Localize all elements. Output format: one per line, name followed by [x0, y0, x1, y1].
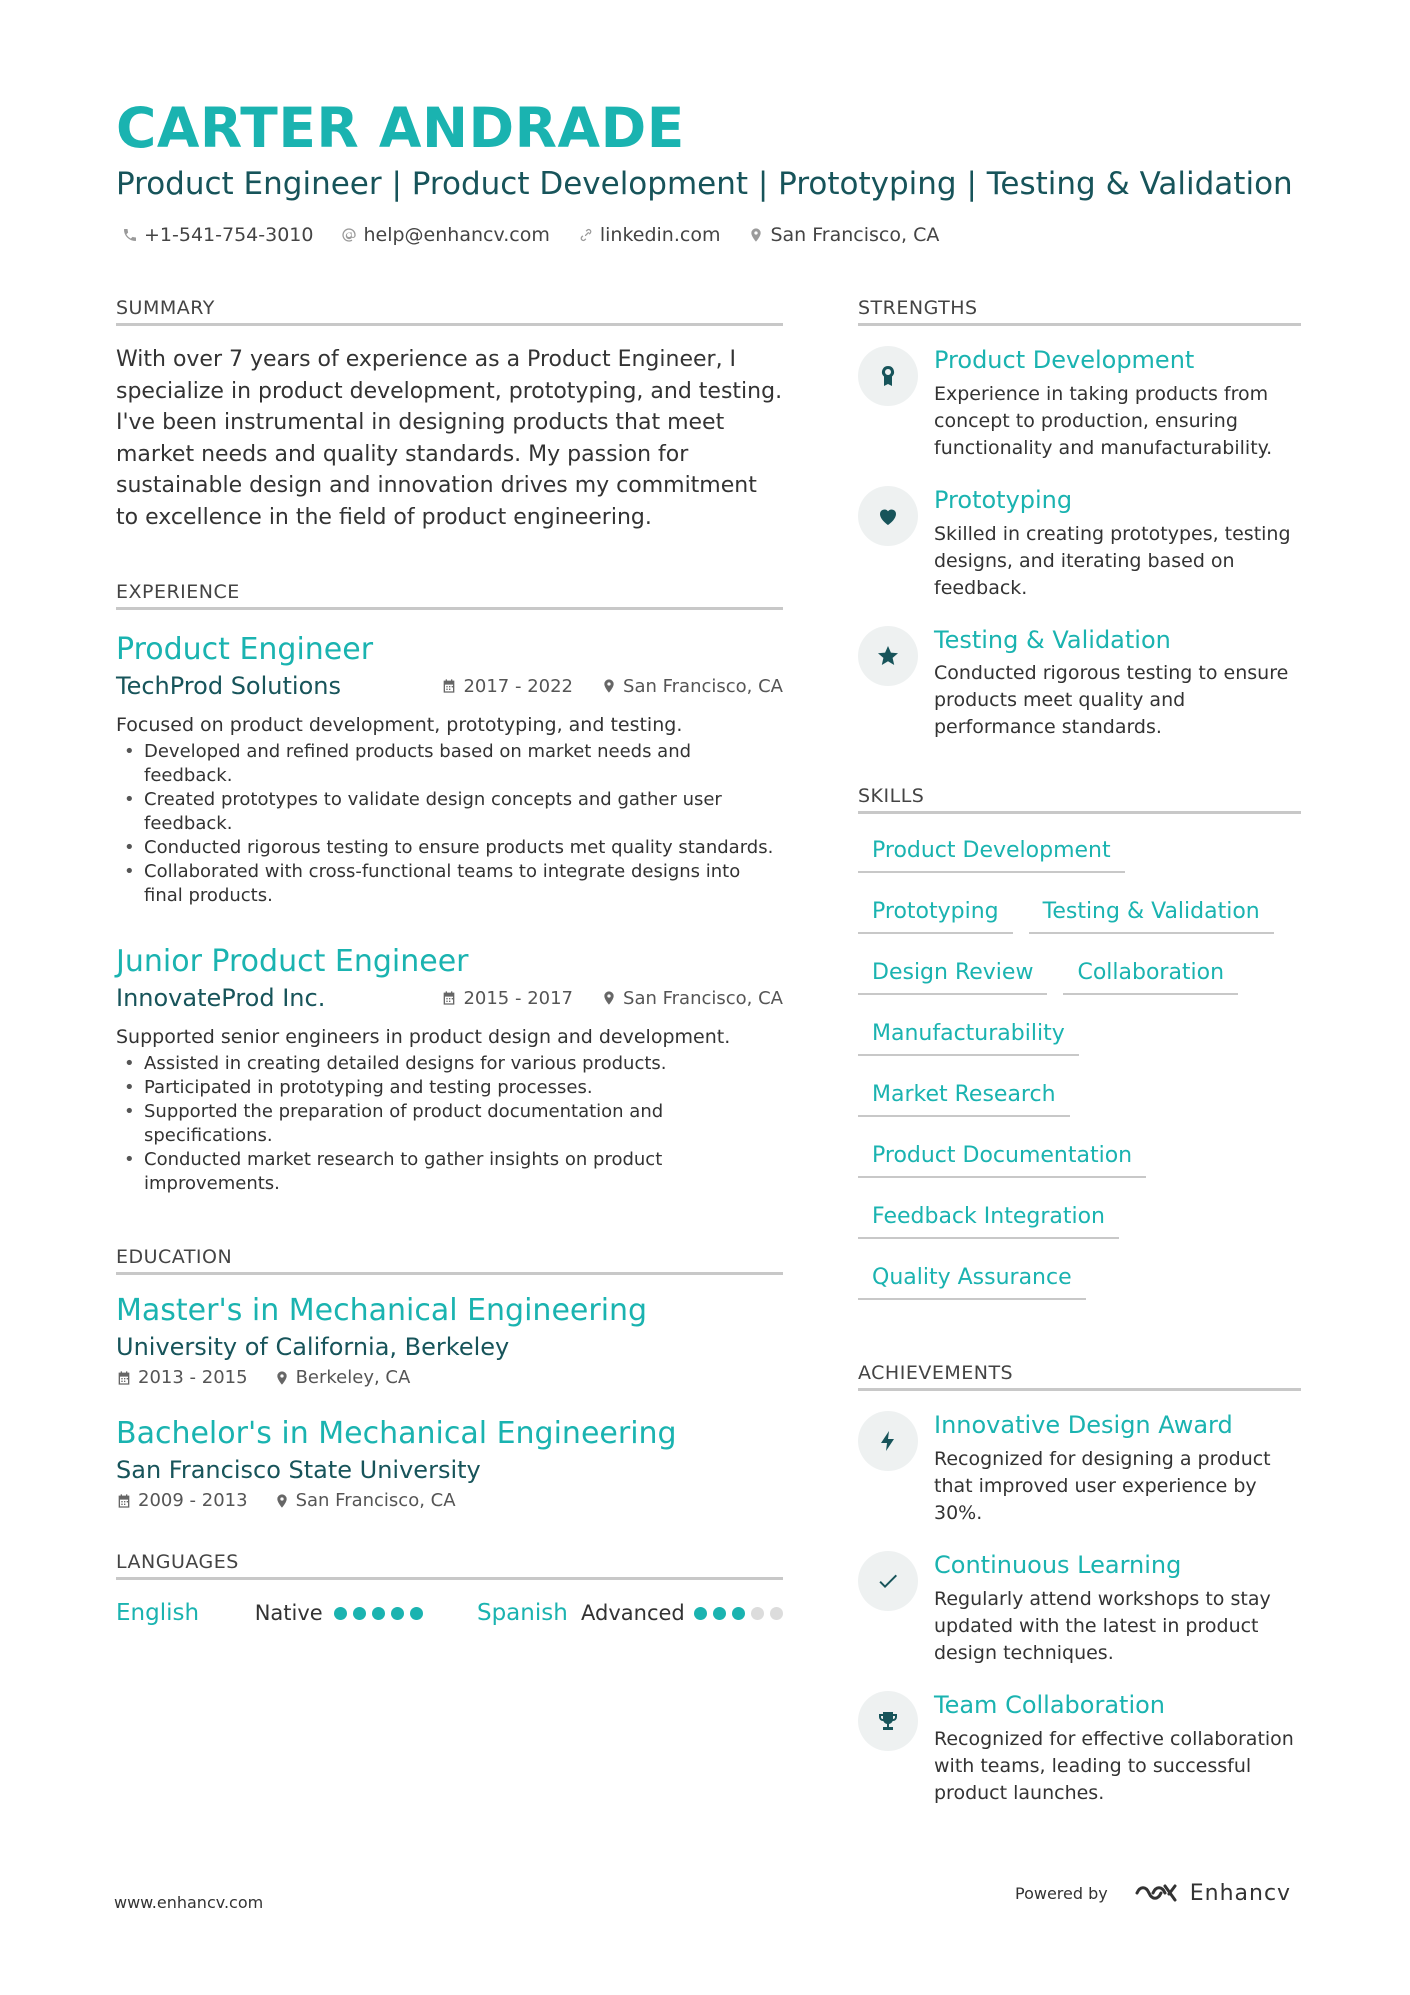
bullet-item: • Created prototypes to validate design concepts and gather user feedback.: [144, 788, 783, 836]
contact-email[interactable]: [341, 224, 549, 246]
experience-title: EXPERIENCE: [116, 581, 783, 610]
achievement-title: Continuous Learning: [934, 1551, 1182, 1580]
summary-text: With over 7 years of experience as a Product Engineer, I specialize in product development, prototyping, and testing. I've been instrumental in designing products that meet market needs and quality standards. My passion for sustainable design and innovation drives my commitment to excellence in the field of product engineering.: [116, 347, 783, 530]
bullet-item: • Assisted in creating detailed designs for various products.: [144, 1052, 783, 1076]
strength-item: [858, 486, 1301, 602]
bullet-item: • Conducted market research to gather insights on product improvements.: [144, 1148, 783, 1196]
rating-dot: [372, 1607, 385, 1620]
skills-list: [858, 824, 1301, 1312]
strength-title: Testing & Validation: [934, 625, 1171, 654]
rating-dot: [410, 1607, 423, 1620]
languages-title: LANGUAGES: [116, 1551, 783, 1580]
rating-dot: [353, 1607, 366, 1620]
languages-row: [116, 1600, 783, 1626]
skill-tag: Manufacturability: [858, 1007, 1079, 1056]
achievements-section: [858, 1362, 1301, 1806]
trophy-icon: [876, 1709, 900, 1733]
skill-tag: Market Research: [858, 1068, 1070, 1117]
job-description: Supported senior engineers in product design and development.: [116, 1026, 731, 1048]
calendar-icon: [116, 1370, 132, 1386]
location-pin-icon: [601, 678, 617, 694]
enhancv-logo[interactable]: Enhancv: [1134, 1880, 1291, 1906]
summary-section: [116, 297, 783, 533]
edu-location: San Francisco, CA: [274, 1490, 456, 1511]
phone-text: +1-541-754-3010: [144, 224, 314, 246]
rating-dot: [751, 1607, 764, 1620]
summary-title: SUMMARY: [116, 297, 783, 326]
company-name: InnovateProd Inc.: [116, 984, 326, 1012]
rating-dot: [770, 1607, 783, 1620]
rating-dot: [732, 1607, 745, 1620]
skill-tag: Prototyping: [858, 885, 1013, 934]
rating-dot: [694, 1607, 707, 1620]
achievement-desc: Recognized for effective collaboration with teams, leading to successful product launches.: [934, 1727, 1294, 1804]
degree: Master's in Mechanical Engineering: [116, 1293, 648, 1328]
phone-icon: [122, 227, 138, 243]
job-bullets: [116, 1052, 783, 1196]
job-description: Focused on product development, prototyping, and testing.: [116, 714, 683, 736]
school: San Francisco State University: [116, 1456, 481, 1484]
at-icon: [341, 227, 357, 243]
contact-location: [748, 224, 939, 246]
job-location: San Francisco, CA: [601, 676, 783, 697]
edu-location: Berkeley, CA: [274, 1367, 411, 1388]
skill-tag: Testing & Validation: [1029, 885, 1274, 934]
check-icon: [876, 1569, 900, 1593]
strength-desc: Skilled in creating prototypes, testing designs, and iterating based on feedback.: [934, 522, 1291, 599]
calendar-icon: [441, 990, 457, 1006]
job-dates: 2017 - 2022: [441, 676, 573, 697]
achievement-title: Team Collaboration: [934, 1690, 1166, 1719]
strengths-title: STRENGTHS: [858, 297, 1301, 326]
achievement-item: [858, 1411, 1301, 1527]
skill-tag: Feedback Integration: [858, 1190, 1119, 1239]
right-column: [858, 297, 1301, 1807]
rating-dot: [391, 1607, 404, 1620]
education-entry: [116, 1416, 783, 1511]
job-entry: [116, 632, 783, 908]
bullet-item: • Developed and refined products based on market needs and feedback.: [144, 740, 783, 788]
location-pin-icon: [748, 227, 764, 243]
strength-desc: Conducted rigorous testing to ensure products meet quality and performance standards.: [934, 662, 1289, 739]
achievement-title: Innovative Design Award: [934, 1411, 1233, 1440]
language-name: Spanish: [476, 1600, 568, 1626]
skill-tag: Product Development: [858, 824, 1125, 873]
education-entry: [116, 1293, 783, 1388]
strength-title: Prototyping: [934, 485, 1073, 514]
powered-by-text: Powered by: [1015, 1883, 1108, 1903]
language-rating: [694, 1607, 783, 1620]
calendar-icon: [116, 1493, 132, 1509]
rating-dot: [334, 1607, 347, 1620]
location-pin-icon: [274, 1493, 290, 1509]
award-icon: [876, 364, 900, 388]
achievement-item: [858, 1551, 1301, 1667]
bullet-item: • Participated in prototyping and testing processes.: [144, 1076, 783, 1100]
location-text: San Francisco, CA: [770, 224, 940, 246]
skill-tag: Quality Assurance: [858, 1251, 1086, 1300]
bullet-item: • Conducted rigorous testing to ensure products met quality standards.: [144, 836, 783, 860]
achievement-desc: Regularly attend workshops to stay updated with the latest in product design techniques.: [934, 1587, 1271, 1664]
language-level: Advanced: [581, 1601, 685, 1625]
strength-desc: Experience in taking products from concept to production, ensuring functionality and manufacturability.: [934, 382, 1273, 459]
linkedin-text: linkedin.com: [599, 224, 721, 246]
contact-linkedin[interactable]: [578, 224, 721, 246]
strength-title: Product Development: [934, 346, 1195, 374]
footer-branding: [1015, 1880, 1291, 1906]
strengths-section: [858, 297, 1301, 741]
enhancv-logo-icon: [1134, 1880, 1180, 1906]
candidate-name: CARTER ANDRADE: [116, 96, 685, 160]
degree: Bachelor's in Mechanical Engineering: [116, 1416, 677, 1451]
job-title: Junior Product Engineer: [116, 944, 469, 979]
job-entry: [116, 944, 783, 1196]
achievement-desc: Recognized for designing a product that improved user experience by 30%.: [934, 1448, 1271, 1525]
contact-bar: [122, 224, 967, 246]
left-column: [116, 297, 783, 1626]
bullet-item: • Collaborated with cross-functional teams to integrate designs into final products.: [144, 860, 783, 908]
edu-dates: 2009 - 2013: [116, 1490, 248, 1511]
location-pin-icon: [274, 1370, 290, 1386]
job-title: Product Engineer: [116, 632, 374, 667]
bolt-icon: [876, 1429, 900, 1453]
rating-dot: [713, 1607, 726, 1620]
language-rating: [334, 1607, 423, 1620]
strength-item: [858, 626, 1301, 742]
skill-tag: Product Documentation: [858, 1129, 1146, 1178]
location-pin-icon: [601, 990, 617, 1006]
email-text: help@enhancv.com: [363, 224, 550, 246]
star-icon: [876, 644, 900, 668]
school: University of California, Berkeley: [116, 1333, 510, 1361]
skills-section: [858, 785, 1301, 1312]
language-level: Native: [254, 1601, 323, 1625]
bullet-item: • Supported the preparation of product documentation and specifications.: [144, 1100, 783, 1148]
languages-section: [116, 1551, 783, 1626]
edu-dates: 2013 - 2015: [116, 1367, 248, 1388]
job-bullets: [116, 740, 783, 908]
language-name: English: [116, 1600, 200, 1626]
achievement-item: [858, 1691, 1301, 1807]
heart-icon: [876, 504, 900, 528]
skill-tag: Design Review: [858, 946, 1047, 995]
skills-title: SKILLS: [858, 785, 1301, 814]
education-section: [116, 1246, 783, 1511]
footer-website[interactable]: www.enhancv.com: [114, 1893, 264, 1912]
achievements-title: ACHIEVEMENTS: [858, 1362, 1301, 1391]
contact-phone[interactable]: [122, 224, 313, 246]
strength-item: [858, 346, 1301, 462]
experience-section: [116, 581, 783, 1196]
job-dates: 2015 - 2017: [441, 988, 573, 1009]
education-title: EDUCATION: [116, 1246, 783, 1275]
calendar-icon: [441, 678, 457, 694]
company-name: TechProd Solutions: [116, 672, 341, 700]
headline: Product Engineer | Product Development | Prototyping | Testing & Validation: [116, 166, 1293, 202]
skill-tag: Collaboration: [1063, 946, 1238, 995]
job-location: San Francisco, CA: [601, 988, 783, 1009]
link-icon: [578, 227, 594, 243]
